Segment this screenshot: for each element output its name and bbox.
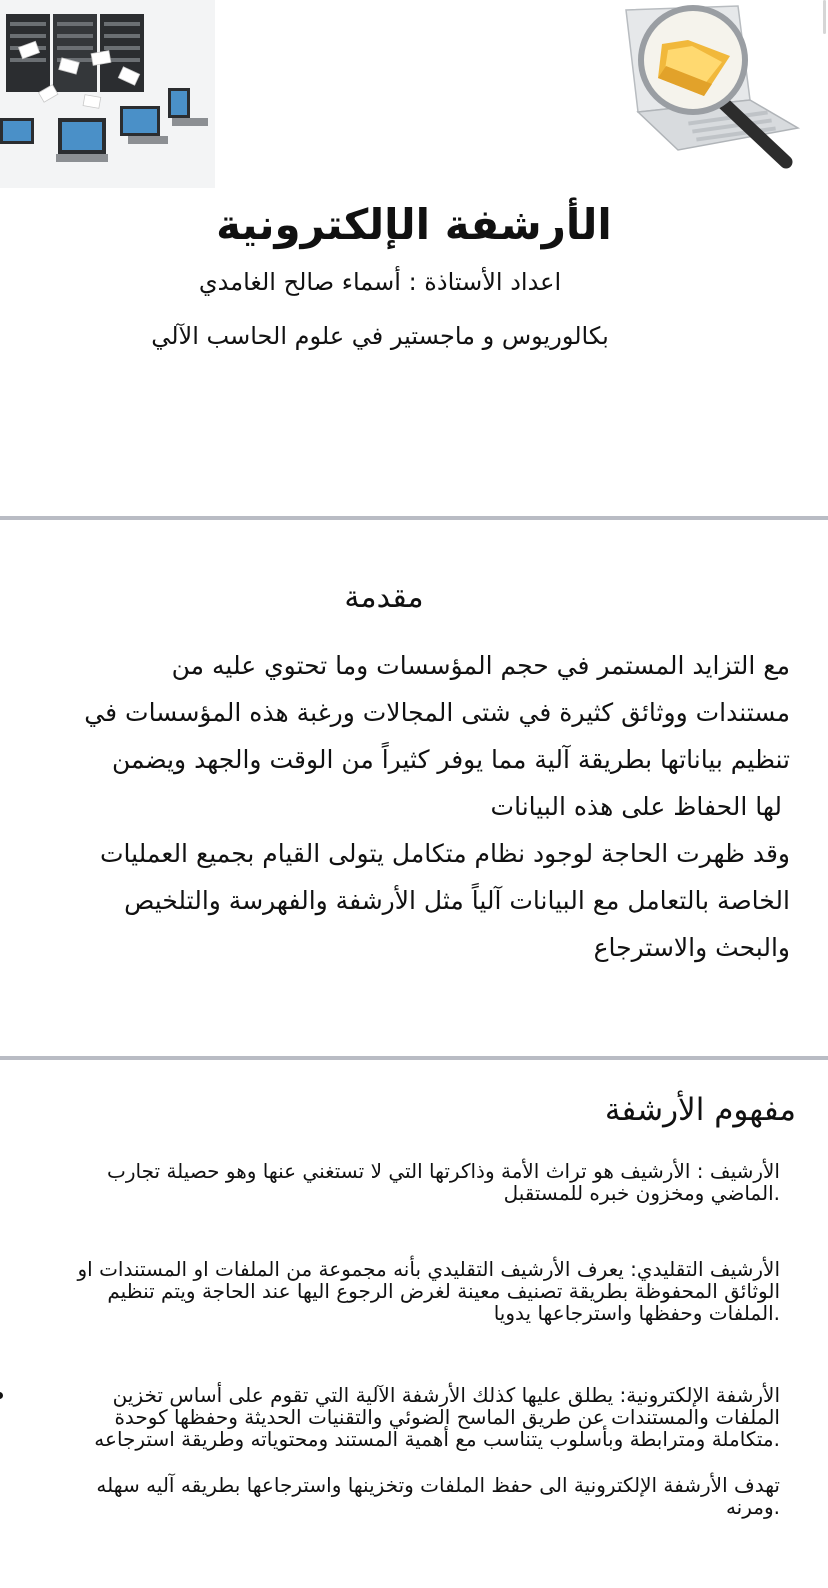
slide-divider [0, 1056, 828, 1060]
presentation-title: الأرشفة الإلكترونية [216, 200, 612, 249]
degree-line: بكالوريوس و ماجستير في علوم الحاسب الآلي [151, 322, 609, 350]
text-line: والبحث والاسترجاع [593, 933, 790, 962]
slide-divider [0, 516, 828, 520]
server-network-image [0, 0, 215, 188]
text-line: الأرشيف : الأرشيف هو تراث الأمة وذاكرتها التي لا تستغني عنها وهو حصيلة تجارب [107, 1159, 780, 1183]
text-line: تهدف الأرشفة الإلكترونية الى حفظ الملفات وتخزينها واسترجاعها بطريقه آليه سهله [96, 1473, 780, 1497]
electronic-archiving-definition [0, 1384, 780, 1450]
text-line: وقد ظهرت الحاجة لوجود نظام متكامل يتولى القيام بجميع العمليات [99, 839, 790, 868]
archive-definition [0, 1160, 780, 1204]
concept-heading: مفهوم الأرشفة [604, 1092, 796, 1128]
introduction-heading: مقدمة [344, 580, 424, 615]
text-line: .الملفات وحفظها واسترجاعها يدويا [493, 1301, 780, 1325]
archiving-goal [0, 1474, 780, 1518]
introduction-slide [0, 522, 828, 1058]
laptop-magnifier-image [618, 0, 808, 175]
text-line: .ومرنه [725, 1495, 780, 1519]
text-line: تنظيم بياناتها بطريقة آلية مما يوفر كثيراً من الوقت والجهد ويضمن [111, 745, 790, 774]
text-line: الخاصة بالتعامل مع البيانات آلياً مثل الأرشفة والفهرسة والتلخيص [124, 886, 790, 915]
cover-slide [0, 0, 828, 518]
text-line: .متكاملة ومترابطة وبأسلوب يتناسب مع أهمية المستند ومحتوياته وطريقة استرجاعه [94, 1427, 780, 1451]
text-line: مستندات ووثائق كثيرة في شتى المجالات ورغبة هذه المؤسسات في [84, 698, 790, 727]
text-line: الملفات والمستندات عن طريق الماسح الضوئي والتقنيات الحديثة وحفظها كوحدة [114, 1405, 780, 1429]
author-line: اعداد الأستاذة : أسماء صالح الغامدي [198, 268, 562, 296]
introduction-paragraph-1 [70, 642, 790, 830]
text-line: لها الحفاظ على هذه البيانات [490, 792, 782, 821]
text-line: .الماضي ومخزون خبره للمستقبل [503, 1181, 780, 1205]
concept-slide [0, 1062, 828, 1588]
introduction-paragraph-2 [70, 830, 790, 971]
text-line: الوثائق المحفوظة بطريقة تصنيف معينة لغرض الرجوع اليها عند الحاجة ويتم تنظيم [107, 1279, 780, 1303]
text-line: الأرشفة الإلكترونية: يطلق عليها كذلك الأرشفة الآلية التي تقوم على أساس تخزين [112, 1383, 780, 1407]
traditional-archive-definition [0, 1258, 780, 1324]
text-line: مع التزايد المستمر في حجم المؤسسات وما تحتوي عليه من [171, 651, 790, 680]
text-line: الأرشيف التقليدي: يعرف الأرشيف التقليدي بأنه مجموعة من الملفات او المستندات او [77, 1257, 780, 1281]
